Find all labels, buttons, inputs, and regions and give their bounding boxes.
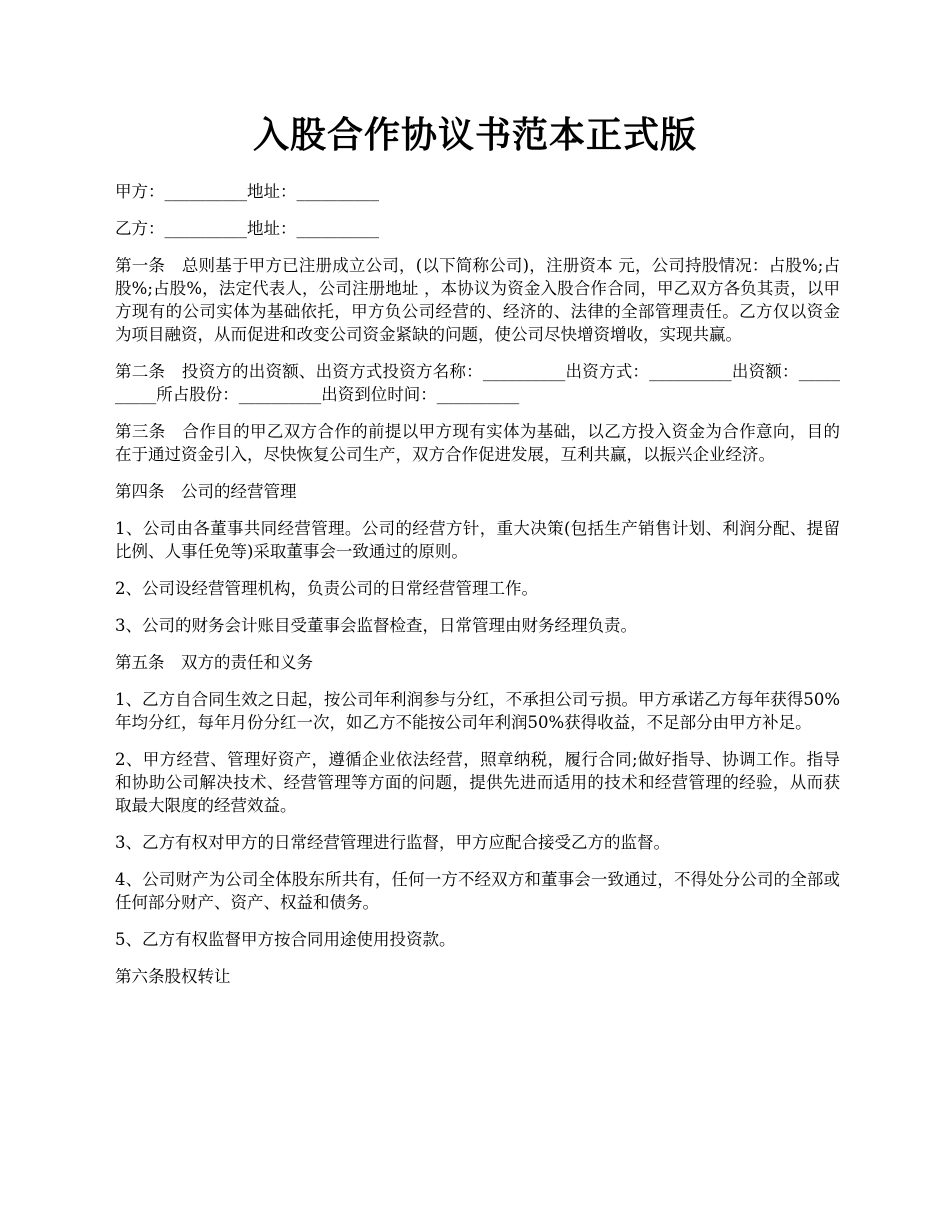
- article-4-item-1: 1、公司由各董事共同经营管理。公司的经营方针，重大决策(包括生产销售计划、利润分配、提留比例、人事任免等)采取董事会一致通过的原则。: [115, 519, 840, 561]
- article-4-item-3: 3、公司的财务会计账目受董事会监督检查，日常管理由财务经理负责。: [115, 616, 637, 635]
- article-4-item-2: 2、公司设经营管理机构，负责公司的日常经营管理工作。: [115, 579, 538, 598]
- party-a-line: 甲方：__________地址：__________: [115, 182, 379, 201]
- article-5-item-2: 2、甲方经营、管理好资产，遵循企业依法经营，照章纳税，履行合同;做好指导、协调工作。指导和协助公司解决技术、经营管理等方面的问题，提供先进而适用的技术和经营管理的经验，从而获取最大限度的经营效益。: [115, 750, 840, 815]
- article-4-heading: 第四条 公司的经营管理: [115, 482, 297, 501]
- document-body: [115, 180, 840, 1002]
- article-6-heading: 第六条股权转让: [115, 967, 231, 986]
- article-1-general: 第一条 总则基于甲方已注册成立公司，(以下简称公司)，注册资本 元，公司持股情况：占股%;占股%;占股%，法定代表人，公司注册地址 ，本协议为资金入股合作合同，甲乙双方各负其责，以甲方现有的公司实体为基础依托，甲方负公司经营的、经济的、法律的全部管理责任。乙方仅以资金为项目融资，从而促进和改变公司资金紧缺的问题，使公司尽快增资增收，实现共赢。: [115, 256, 840, 344]
- article-5-item-1: 1、乙方自合同生效之日起，按公司年利润参与分红，不承担公司亏损。甲方承诺乙方每年获得50%年均分红，每年月份分红一次，如乙方不能按公司年利润50%获得收益，不足部分由甲方补足。: [115, 690, 840, 732]
- party-b-line: 乙方：__________地址：__________: [115, 219, 379, 238]
- article-5-item-4: 4、公司财产为公司全体股东所共有，任何一方不经双方和董事会一致通过，不得处分公司的全部或任何部分财产、资产、权益和债务。: [115, 870, 840, 912]
- article-5-heading: 第五条 双方的责任和义务: [115, 653, 313, 672]
- article-5-item-5: 5、乙方有权监督甲方按合同用途使用投资款。: [115, 930, 456, 949]
- article-3-purpose: 第三条 合作目的甲乙双方合作的前提以甲方现有实体为基础，以乙方投入资金为合作意向，目的在于通过资金引入，尽快恢复公司生产，双方合作促进发展，互利共赢，以振兴企业经济。: [115, 422, 840, 464]
- document-title: 入股合作协议书范本正式版: [252, 114, 697, 156]
- article-5-item-3: 3、乙方有权对甲方的日常经营管理进行监督，甲方应配合接受乙方的监督。: [115, 833, 670, 852]
- article-2-investment: 第二条 投资方的出资额、出资方式投资方名称：__________出资方式：__________出资额：__________所占股份：__________出资到位时间：__________: [115, 362, 840, 404]
